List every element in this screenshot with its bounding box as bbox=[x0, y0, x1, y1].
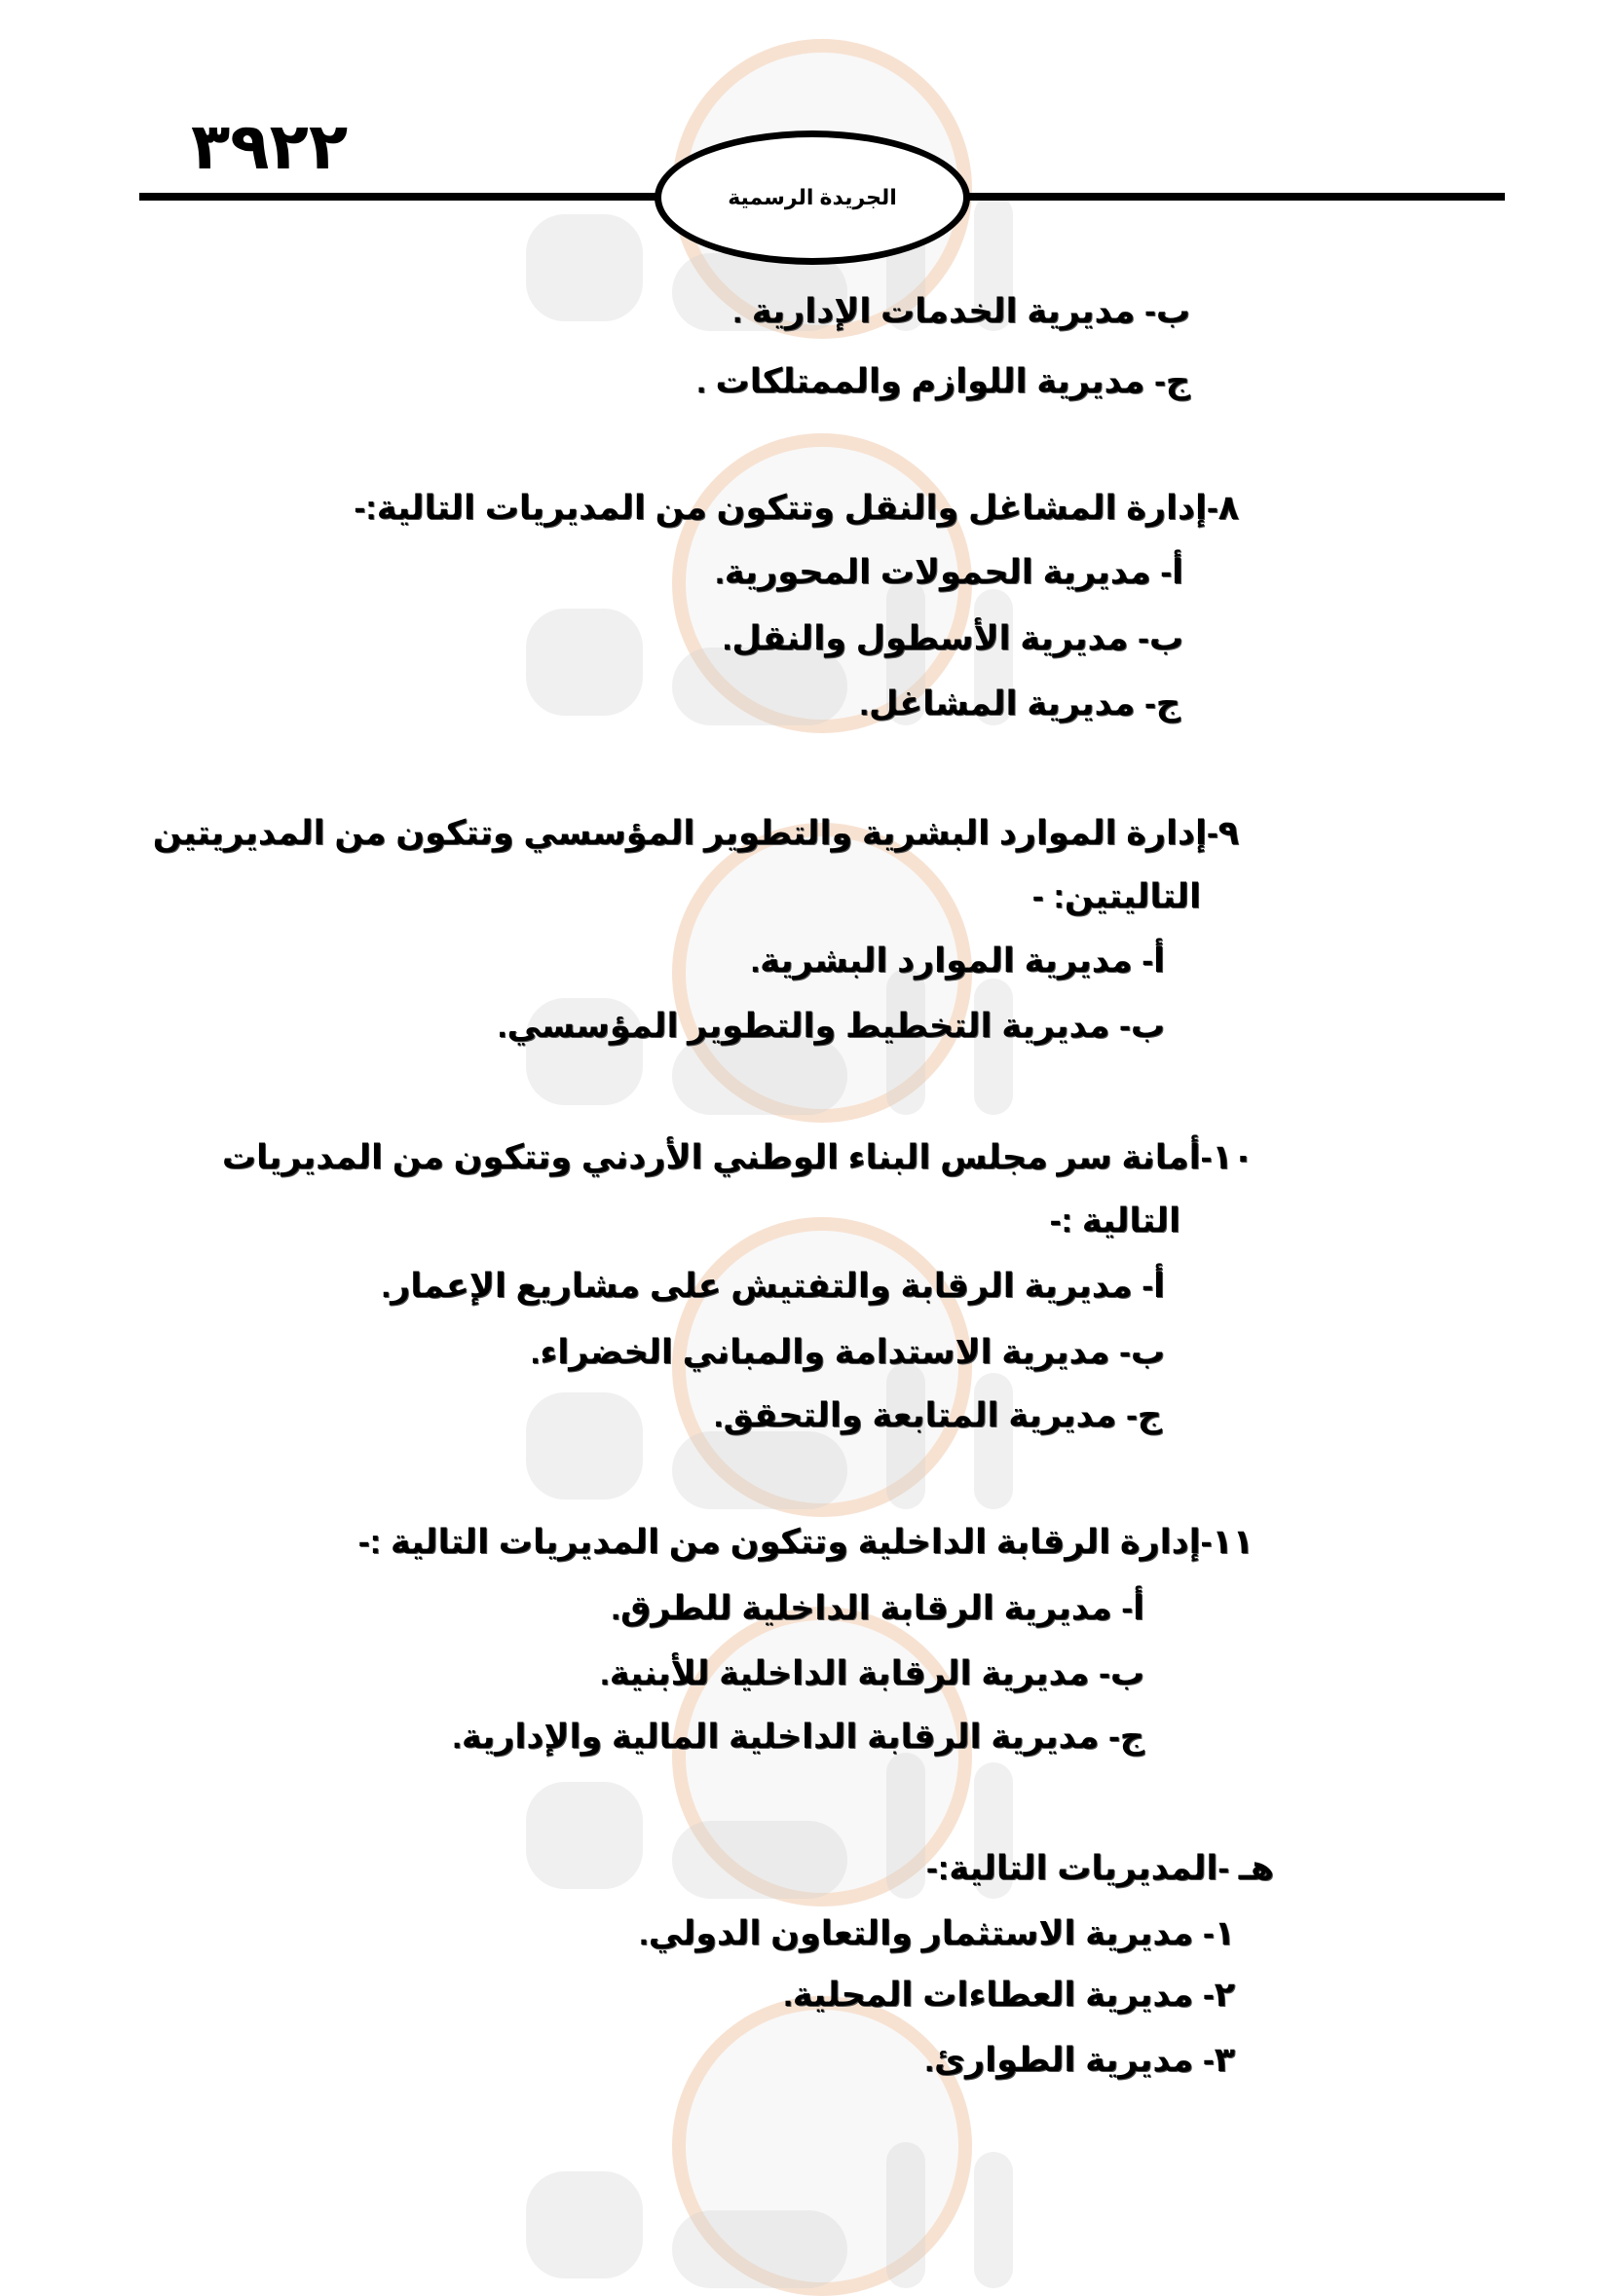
list-item: ٣- مديرية الطوارئ. bbox=[924, 2041, 1235, 2079]
watermark-logo bbox=[672, 1996, 964, 2288]
list-item: أ- مديرية الرقابة الداخلية للطرق. bbox=[611, 1589, 1144, 1627]
list-item: ب- مديرية الأسطول والنقل. bbox=[722, 619, 1183, 657]
list-item: ج- مديرية المتابعة والتحقق. bbox=[713, 1396, 1162, 1434]
list-item: ب- مديرية الاستدامة والمباني الخضراء. bbox=[530, 1333, 1165, 1371]
list-item: أ- مديرية الرقابة والتفتيش على مشاريع الإعمار. bbox=[381, 1267, 1165, 1305]
section-heading: ٨-إدارة المشاغل والنقل وتتكون من المديريات التالية:- bbox=[354, 489, 1239, 527]
list-item: ج- مديرية المشاغل. bbox=[859, 685, 1180, 722]
section-heading: هـ -المديريات التالية:- bbox=[925, 1849, 1274, 1887]
list-item: ب- مديرية الخدمات الإدارية . bbox=[732, 292, 1190, 330]
page-number: ٣٩٢٢ bbox=[191, 110, 349, 182]
list-item: ب- مديرية التخطيط والتطوير المؤسسي. bbox=[497, 1007, 1165, 1045]
gazette-title-oval bbox=[655, 130, 970, 265]
list-item: ب- مديرية الرقابة الداخلية للأبنية. bbox=[600, 1654, 1144, 1692]
section-heading: ١٠-أمانة سر مجلس البناء الوطني الأردني وتتكون من المديريات bbox=[221, 1138, 1254, 1176]
list-item: ج- مديرية اللوازم والممتلكات . bbox=[696, 362, 1190, 400]
list-item: أ- مديرية الحمولات المحورية. bbox=[714, 553, 1183, 591]
section-heading-cont: التاليتين: - bbox=[1031, 877, 1201, 915]
list-item: ج- مديرية الرقابة الداخلية المالية والإدارية. bbox=[452, 1718, 1144, 1756]
section-heading-cont: التالية :- bbox=[1049, 1202, 1180, 1240]
section-heading: ١١-إدارة الرقابة الداخلية وتتكون من المديريات التالية :- bbox=[357, 1523, 1254, 1561]
section-heading: ٩-إدارة الموارد البشرية والتطوير المؤسسي وتتكون من المديريتين bbox=[152, 814, 1239, 852]
list-item: ١- مديرية الاستثمار والتعاون الدولي. bbox=[639, 1914, 1235, 1952]
list-item: أ- مديرية الموارد البشرية. bbox=[750, 942, 1165, 980]
list-item: ٢- مديرية العطاءات المحلية. bbox=[783, 1976, 1235, 2014]
gazette-title: الجريدة الرسمية bbox=[728, 185, 897, 209]
